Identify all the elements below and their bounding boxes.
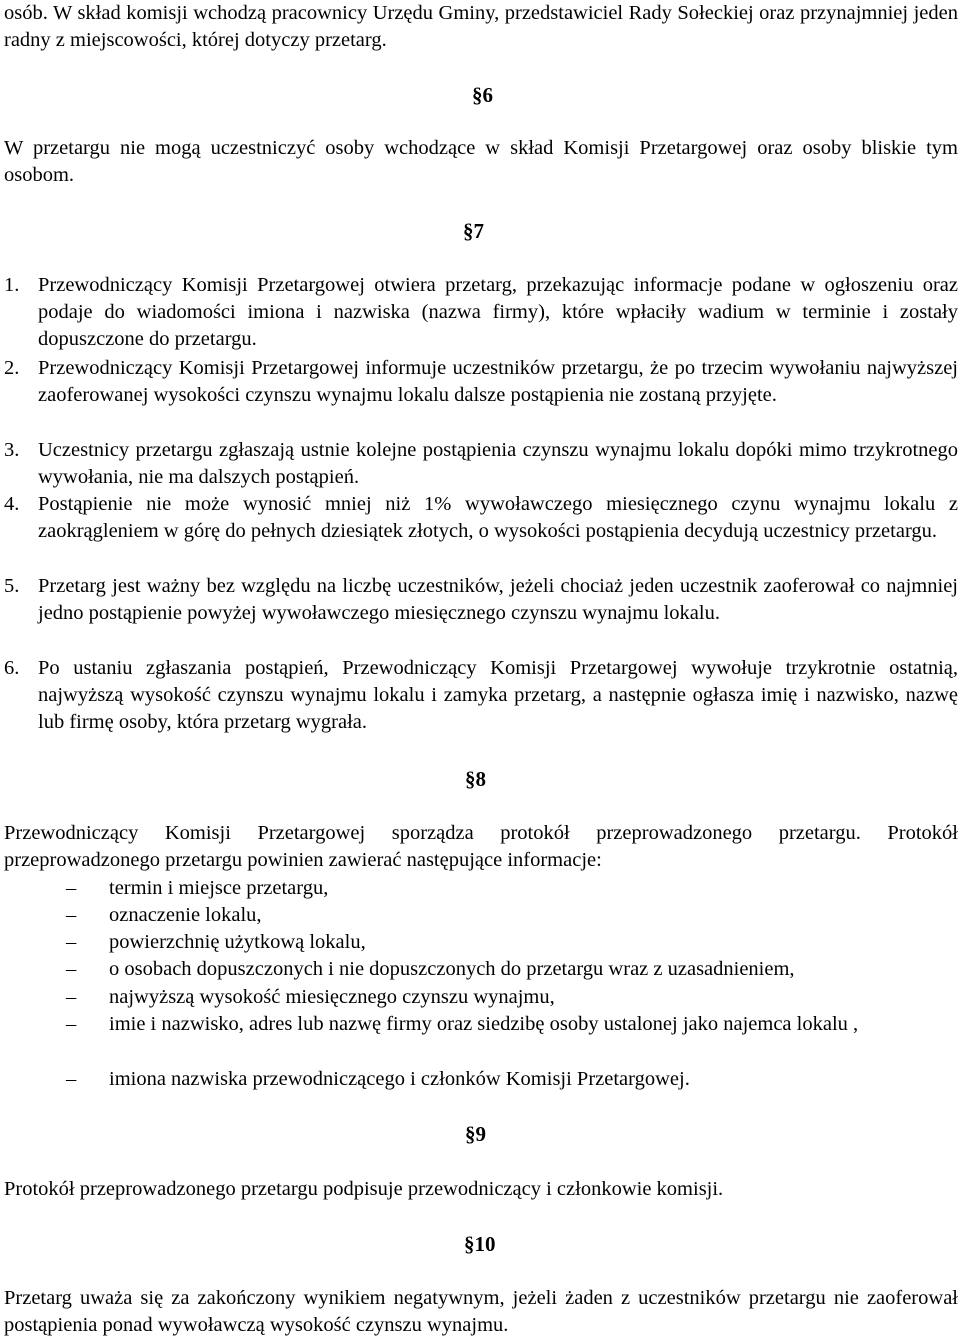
intro-paragraph: osób. W skład komisji wchodzą pracownicy Urzędu Gminy, przedstawiciel Rady Sołeckiej oraz przynajmniej jeden radny z miejscowości, której dotyczy przetarg. (4, 2, 958, 51)
item-number: 4. (4, 493, 20, 515)
section-8-list-item (66, 984, 958, 1011)
section-10-paragraph: Przetarg uważa się za zakończony wynikiem negatywnym, jeżeli żaden z uczestników przetargu nie zaoferował postąpienia ponad wywoławczą wysokość czynszu wynajmu. (4, 1287, 958, 1336)
list-item-text: oznaczenie lokalu, (109, 904, 262, 926)
dash-bullet: – (66, 986, 77, 1008)
list-item-text: najwyższą wysokość miesięcznego czynszu wynajmu, (109, 986, 555, 1008)
list-item-text: termin i miejsce przetargu, (109, 877, 329, 899)
section-7-item-4 (4, 491, 958, 545)
item-text: Po ustaniu zgłaszania postąpień, Przewodniczący Komisji Przetargowej wywołuje trzykrotnie ostatnią, najwyższą wysokość czynszu wynajmu lokalu i zamyka przetarg, a następnie ogłasza imię i nazwisko, nazwę lub firmę osoby, która przetarg wygrała. (38, 657, 958, 733)
item-text: Postąpienie nie może wynosić mniej niż 1% wywoławczego miesięcznego czynu wynajmu lokalu z zaokrągleniem w górę do pełnych dziesiątek złotych, o wysokości postąpienia decydują uczestnicy przetargu. (38, 493, 958, 542)
section-8-list-item (66, 929, 958, 956)
section-7-item-3 (4, 437, 958, 491)
section-9-paragraph: Protokół przeprowadzonego przetargu podpisuje przewodniczący i członkowie komisji. (4, 1178, 724, 1200)
section-7-item-1 (4, 272, 958, 353)
section-8-heading: §8 (465, 767, 486, 791)
section-10-heading: §10 (464, 1232, 496, 1256)
item-text: Przewodniczący Komisji Przetargowej otwiera przetarg, przekazując informacje podane w ogłoszeniu oraz podaje do wiadomości imiona i nazwiska (nazwa firmy), które wpłaciły wadium w terminie i zostały dopuszczone do przetargu. (38, 274, 958, 350)
dash-bullet: – (66, 958, 77, 980)
section-8-paragraph: Przewodniczący Komisji Przetargowej sporządza protokół przeprowadzonego przetargu. Protokół przeprowadzonego przetargu powinien zawierać następujące informacje: (4, 822, 958, 871)
item-number: 3. (4, 439, 20, 461)
section-6-paragraph: W przetargu nie mogą uczestniczyć osoby wchodzące w skład Komisji Przetargowej oraz osoby bliskie tym osobom. (4, 137, 958, 186)
section-7-heading: §7 (463, 219, 484, 243)
list-item-text: powierzchnię użytkową lokalu, (109, 931, 366, 953)
item-number: 1. (4, 274, 20, 296)
section-8-list-item (66, 875, 958, 902)
list-item-text: imie i nazwisko, adres lub nazwę firmy oraz siedzibę osoby ustalonej jako najemca lokalu , (109, 1013, 859, 1035)
section-7-item-2 (4, 355, 958, 409)
section-9-heading: §9 (465, 1122, 486, 1146)
section-7-item-6 (4, 655, 958, 736)
dash-bullet: – (66, 877, 77, 899)
section-8-list-item (66, 956, 958, 983)
dash-bullet: – (66, 1013, 77, 1035)
item-text: Przetarg jest ważny bez względu na liczbę uczestników, jeżeli chociaż jeden uczestnik zaoferował co najmniej jedno postąpienie powyżej wywoławczego miesięcznego czynszu wynajmu lokalu. (38, 575, 958, 624)
section-7-item-5 (4, 573, 958, 627)
section-8-list-item (66, 1011, 958, 1038)
section-6-heading: §6 (472, 83, 493, 107)
section-8-list-item (66, 902, 958, 929)
dash-bullet: – (66, 904, 77, 926)
list-item-text: imiona nazwiska przewodniczącego i członków Komisji Przetargowej. (109, 1068, 690, 1090)
item-number: 5. (4, 575, 20, 597)
dash-bullet: – (66, 931, 77, 953)
item-number: 6. (4, 657, 20, 679)
item-text: Uczestnicy przetargu zgłaszają ustnie kolejne postąpienia czynszu wynajmu lokalu dopóki mimo trzykrotnego wywołania, nie ma dalszych postąpień. (38, 439, 958, 488)
list-item-text: o osobach dopuszczonych i nie dopuszczonych do przetargu wraz z uzasadnieniem, (109, 958, 795, 980)
item-text: Przewodniczący Komisji Przetargowej informuje uczestników przetargu, że po trzecim wywołaniu najwyższej zaoferowanej wysokości czynszu wynajmu lokalu dalsze postąpienia nie zostaną przyjęte. (38, 357, 958, 406)
dash-bullet: – (66, 1068, 77, 1090)
item-number: 2. (4, 357, 20, 379)
section-8-list-item (66, 1066, 958, 1093)
